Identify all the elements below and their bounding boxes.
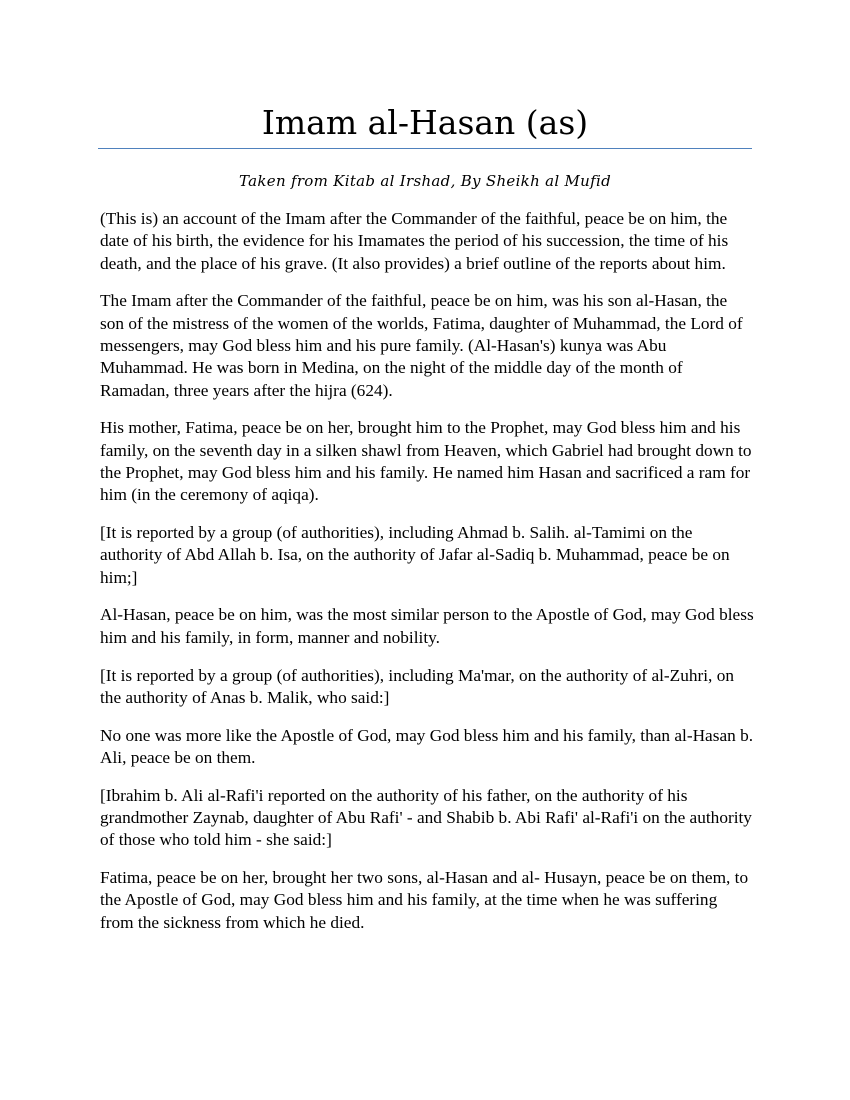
paragraph-no-one-more-like: No one was more like the Apostle of God, may God bless him and his family, than al-Hasan b. Ali, peace be on them. bbox=[100, 725, 754, 767]
paragraph-fatima-two-sons: Fatima, peace be on her, brought her two sons, al-Hasan and al- Husayn, peace be on them, to the Apostle of God, may God bless him and his family, at the time when he was suffering from the sickness from which he died. bbox=[100, 868, 749, 932]
paragraph-naming: His mother, Fatima, peace be on her, brought him to the Prophet, may God bless him and his family, on the seventh day in a silken shawl from Heaven, which Gabriel had brought down to the Prophet, may God bless him and his family. He named him Hasan and sacrificed a ram for him (in the ceremony of aqiqa). bbox=[100, 418, 752, 505]
paragraph-intro: (This is) an account of the Imam after the Commander of the faithful, peace be on him, the date of his birth, the evidence for his Imamates the period of his succession, the time of his death, and the place of his grave. (It also provides) a brief outline of the reports about him. bbox=[100, 209, 729, 273]
document-body bbox=[100, 208, 754, 950]
paragraph-report-ibrahim: [Ibrahim b. Ali al-Rafi'i reported on the authority of his father, on the authority of his grandmother Zaynab, daughter of Abu Rafi' - and Shabib b. Abi Rafi' al-Rafi'i on the authority of those who told him - she said:] bbox=[100, 785, 752, 850]
paragraph-report-mamar: [It is reported by a group (of authorities), including Ma'mar, on the authority of al-Zuhri, on the authority of Anas b. Malik, who said:] bbox=[100, 665, 734, 707]
document-title: Imam al-Hasan (as) bbox=[261, 103, 589, 142]
paragraph-resemblance: Al-Hasan, peace be on him, was the most similar person to the Apostle of God, may God bless him and his family, in form, manner and nobility. bbox=[100, 605, 754, 647]
paragraph-lineage: The Imam after the Commander of the faithful, peace be on him, was his son al-Hasan, the son of the mistress of the women of the worlds, Fatima, daughter of Muhammad, the Lord of messengers, may God bless him and his pure family. (Al-Hasan's) kunya was Abu Muhammad. He was born in Medina, on the night of the middle day of the month of Ramadan, three years after the hijra (624). bbox=[100, 291, 743, 400]
paragraph-report-tamimi: [It is reported by a group (of authorities), including Ahmad b. Salih. al-Tamimi on the authority of Abd Allah b. Isa, on the authority of Jafar al-Sadiq b. Muhammad, peace be on him;] bbox=[100, 523, 730, 587]
document-subtitle: Taken from Kitab al Irshad, By Sheikh al Mufid bbox=[239, 172, 611, 190]
title-underline-rule bbox=[98, 148, 752, 149]
